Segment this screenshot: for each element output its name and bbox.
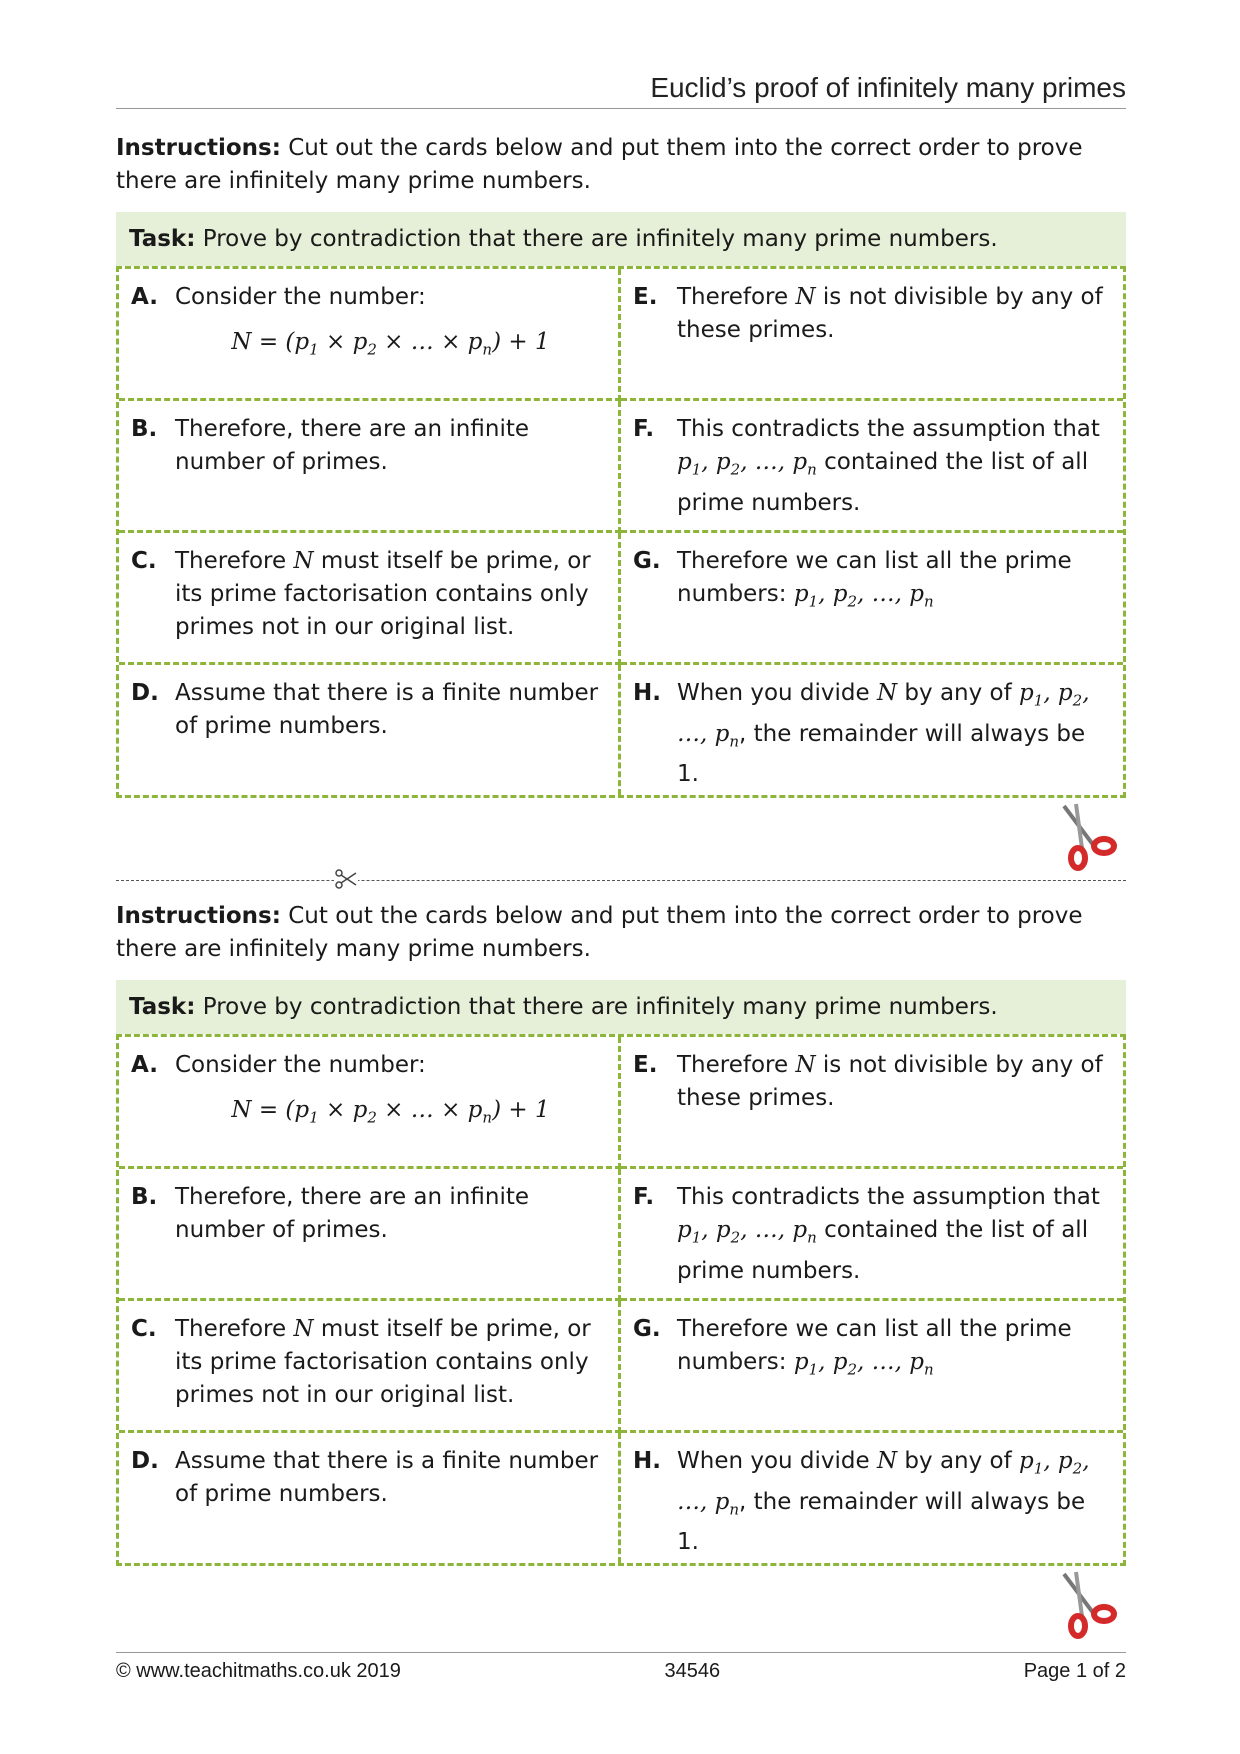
card-h[interactable] [621,1433,1123,1563]
card-letter: E. [633,284,658,310]
card-letter: A. [131,284,158,310]
card-letter: B. [131,416,158,442]
card-text: This contradicts the assumption that $p_1$, $p_2$, …, $p_n$ contained the list of all prime numbers. [677,416,1100,516]
card-letter: E. [633,1052,658,1078]
card-text: Assume that there is a finite number of prime numbers. [175,680,599,739]
footer-page: Page 1 of 2 [1023,1660,1126,1682]
card-b[interactable] [119,1169,621,1301]
task-label: Task: [129,994,196,1020]
task-text: Prove by contradiction that there are infinitely many prime numbers. [195,226,998,252]
card-h[interactable] [621,665,1123,795]
card-text: Therefore we can list all the prime numbers: $p_1$, $p_2$, …, $p_n$ [677,548,1072,611]
card-e[interactable] [621,269,1123,401]
card-g[interactable] [621,1301,1123,1433]
page-title: Euclid’s proof of infinitely many primes [650,72,1126,103]
card-f[interactable] [621,1169,1123,1301]
instructions-label: Instructions: [116,135,281,161]
card-letter: F. [633,416,655,442]
task-banner [116,212,1126,266]
instructions [116,900,1126,966]
formula: $N = (p_1 \times p_2$ × … × $p_n) + 1$ [231,1097,550,1127]
footer-copyright: © www.teachitmaths.co.uk 2019 [116,1660,401,1682]
card-text: Therefore, there are an infinite number of primes. [175,416,530,475]
instructions [116,132,1126,198]
footer [116,1660,1126,1683]
task-text: Prove by contradiction that there are infinitely many prime numbers. [195,994,998,1020]
card-text: Therefore N is not divisible by any of these primes. [677,284,1103,343]
card-c[interactable] [119,533,621,665]
card-e[interactable] [621,1037,1123,1169]
card-text: Consider the number: [175,1052,426,1078]
footer-code: 34546 [664,1660,721,1682]
card-letter: C. [131,548,157,574]
card-letter: F. [633,1184,655,1210]
card-letter: D. [131,1448,159,1474]
card-letter: D. [131,680,159,706]
card-sort-section [116,900,1126,1566]
card-text: This contradicts the assumption that $p_1$, $p_2$, …, $p_n$ contained the list of all prime numbers. [677,1184,1100,1284]
card-f[interactable] [621,401,1123,533]
card-letter: H. [633,680,661,706]
card-text: Therefore N must itself be prime, or its prime factorisation contains only primes not in our original list. [175,1316,591,1408]
card-text: Therefore N is not divisible by any of these primes. [677,1052,1103,1111]
card-c[interactable] [119,1301,621,1433]
card-text: When you divide N by any of $p_1$, $p_2$, …, $p_n$, the remainder will always be 1. [677,1448,1090,1556]
card-letter: G. [633,548,661,574]
card-d[interactable] [119,1433,621,1563]
card-b[interactable] [119,401,621,533]
card-d[interactable] [119,665,621,795]
task-banner [116,980,1126,1034]
card-a[interactable] [119,1037,621,1169]
instructions-text: Cut out the cards below and put them into the correct order to prove there are infinitely many prime numbers. [116,135,1083,194]
card-letter: H. [633,1448,661,1474]
card-text: Assume that there is a finite number of prime numbers. [175,1448,599,1507]
card-letter: A. [131,1052,158,1078]
card-text: Therefore N must itself be prime, or its prime factorisation contains only primes not in our original list. [175,548,591,640]
task-label: Task: [129,226,196,252]
footer-rule [116,1652,1126,1653]
card-sort-section [116,132,1126,798]
card-g[interactable] [621,533,1123,665]
cut-line [116,880,1126,881]
card-text: Consider the number: [175,284,426,310]
card-letter: B. [131,1184,158,1210]
scissors-cut-icon [334,868,358,890]
scissors-icon [1054,800,1120,872]
formula: $N = (p_1 \times p_2$ × … × $p_n) + 1$ [231,329,550,359]
card-text: When you divide N by any of $p_1$, $p_2$, …, $p_n$, the remainder will always be 1. [677,680,1090,788]
card-text: Therefore, there are an infinite number of primes. [175,1184,530,1243]
card-grid [116,266,1126,798]
header-rule [116,108,1126,109]
card-letter: G. [633,1316,661,1342]
instructions-text: Cut out the cards below and put them into the correct order to prove there are infinitely many prime numbers. [116,903,1083,962]
card-grid [116,1034,1126,1566]
card-text: Therefore we can list all the prime numbers: $p_1$, $p_2$, …, $p_n$ [677,1316,1072,1379]
card-a[interactable] [119,269,621,401]
scissors-icon [1054,1568,1120,1640]
card-letter: C. [131,1316,157,1342]
instructions-label: Instructions: [116,903,281,929]
